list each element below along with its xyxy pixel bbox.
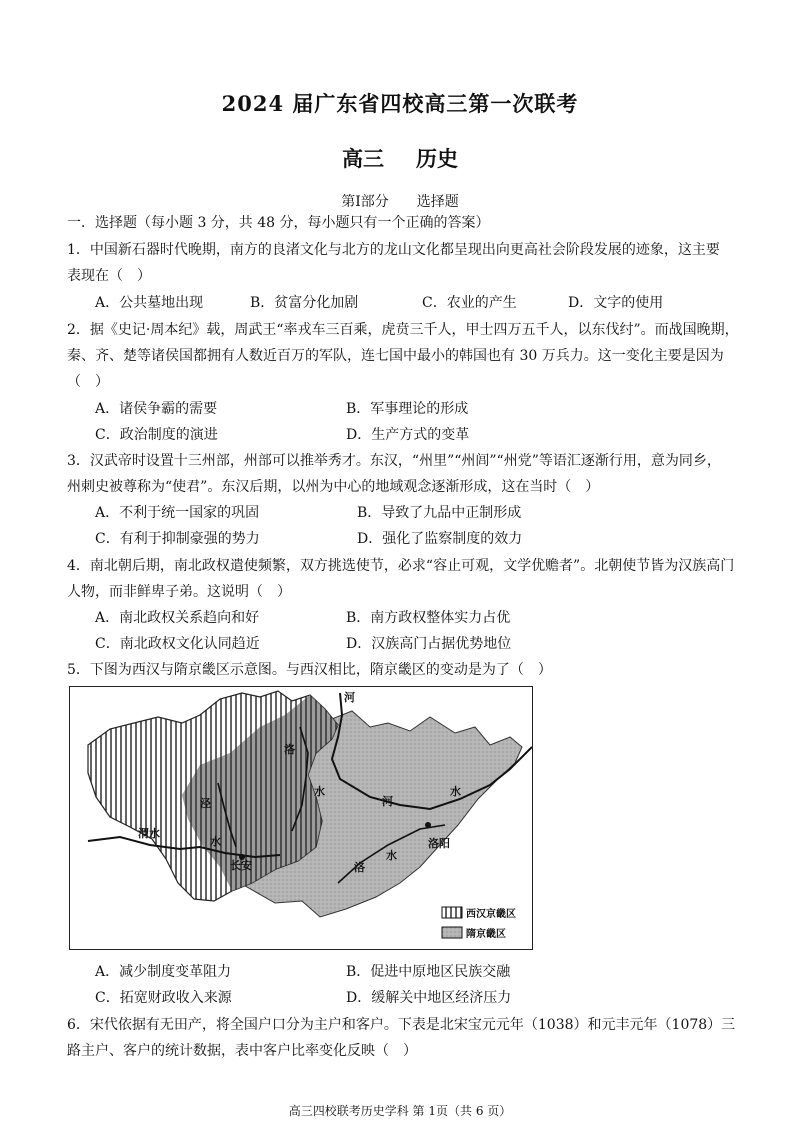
q1-option-c: C．农业的产生 <box>422 295 517 311</box>
map-label-shui-luo: 水 <box>314 785 325 798</box>
map-label-shui-he: 水 <box>450 785 461 798</box>
q4-stem-line1: 4．南北朝后期，南北政权遣使频繁，双方挑选使节，必求“容止可观，文学优赡者”。北朝使节皆为汉族高门 <box>67 558 735 574</box>
map-label-luo: 洛 <box>284 743 295 756</box>
section-intro: 一．选择题（每小题 3 分，共 48 分，每小题只有一个正确的答案） <box>67 215 490 231</box>
q2-stem-line2: 秦、齐、楚等诸侯国都拥有人数近百万的军队，连七国中最小的韩国也有 30 万兵力。这一变化主要是因为 <box>67 348 724 364</box>
q2-option-b: B．军事理论的形成 <box>346 401 469 417</box>
q2-stem-line1: 2．据《史记·周本纪》载，周武王“率戎车三百乘，虎贲三千人，甲士四万五千人，以东伐纣”。而战国晚期， <box>67 322 739 338</box>
q1-option-a: A．公共墓地出现 <box>95 295 204 311</box>
q2-option-c: C．政治制度的演进 <box>95 427 218 443</box>
q2-stem-line3: （ ） <box>67 374 109 390</box>
q3-option-a: A．不利于统一国家的巩固 <box>95 505 260 521</box>
map-label-shui-luo-south: 水 <box>386 849 397 862</box>
exam-subtitle <box>0 143 800 173</box>
q4-option-b: B．南方政权整体实力占优 <box>346 610 511 626</box>
q3-stem-line2: 州刺史被尊称为“使君”。东汉后期，以州为中心的地域观念逐渐形成，这在当时（ ） <box>67 479 600 495</box>
map-label-shui-jing: 水 <box>210 835 221 848</box>
map-label-jing: 泾 <box>200 797 211 810</box>
page-footer: 高三四校联考历史学科 第 1页（共 6 页） <box>288 1104 512 1118</box>
q2-option-a: A．诸侯争霸的需要 <box>95 401 218 417</box>
part-heading <box>0 191 800 211</box>
map-label-changan: 长安 <box>230 859 252 872</box>
q4-option-a: A．南北政权关系趋向和好 <box>95 610 260 626</box>
map-label-he-north: 河 <box>344 691 355 704</box>
subject-label: 历史 <box>416 146 458 171</box>
q3-option-d: D．强化了监察制度的效力 <box>357 531 523 547</box>
map-label-he-east: 河 <box>382 795 393 808</box>
map-legend <box>442 907 516 940</box>
q3-stem-line1: 3．汉武帝时设置十三州部，州部可以推举秀才。东汉，“州里”“州闾”“州党”等语汇逐渐行用，意为同乡， <box>67 453 721 469</box>
q1-stem-line1: 1．中国新石器时代晚期，南方的良渚文化与北方的龙山文化都呈现出向更高社会阶段发展的迹象，这主要 <box>67 242 720 258</box>
q4-stem-line2: 人物，而非鲜卑子弟。这说明（ ） <box>67 584 291 600</box>
q5-option-c: C．拓宽财政收入来源 <box>95 990 232 1006</box>
q5-option-d: D．缓解关中地区经济压力 <box>346 990 512 1006</box>
q2-option-d: D．生产方式的变革 <box>346 427 470 443</box>
q1-option-d: D．文字的使用 <box>568 295 664 311</box>
q1-stem-line2: 表现在（ ） <box>67 268 151 284</box>
q5-option-b: B．促进中原地区民族交融 <box>346 964 511 980</box>
part-name: 选择题 <box>416 194 459 210</box>
q3-option-b: B．导致了九品中正制形成 <box>357 505 522 521</box>
legend-xihan-label: 西汉京畿区 <box>466 909 516 920</box>
grade-label: 高三 <box>342 146 384 171</box>
map-label-weishui: 渭水 <box>138 827 160 840</box>
luoyang-marker <box>425 822 431 828</box>
exam-title: 2024 届广东省四校高三第一次联考 <box>221 91 579 116</box>
q4-option-c: C．南北政权文化认同趋近 <box>95 636 260 652</box>
part-label: 第Ⅰ部分 <box>341 194 389 210</box>
q5-stem: 5．下图为西汉与隋京畿区示意图。与西汉相比，隋京畿区的变动是为了（ ） <box>67 662 552 678</box>
q1-option-b: B．贫富分化加剧 <box>250 295 359 311</box>
q4-option-d: D．汉族高门占据优势地位 <box>346 636 512 652</box>
q6-stem-line1: 6．宋代依据有无田产，将全国户口分为主户和客户。下表是北宋宝元元年（1038）和元丰元年（1078）三 <box>67 1017 736 1033</box>
legend-xihan-swatch <box>442 907 462 918</box>
q5-option-a: A．减少制度变革阻力 <box>95 964 232 980</box>
map-label-luo-south: 洛 <box>354 861 365 874</box>
capital-region-map <box>69 686 533 950</box>
map-label-luoyang: 洛阳 <box>428 837 450 850</box>
legend-sui-label: 隋京畿区 <box>466 929 506 940</box>
q3-option-c: C．有利于抑制豪强的势力 <box>95 531 260 547</box>
q6-stem-line2: 路主户、客户的统计数据，表中客户比率变化反映（ ） <box>67 1043 417 1059</box>
map-figure <box>70 687 532 949</box>
legend-sui-swatch <box>442 927 462 938</box>
